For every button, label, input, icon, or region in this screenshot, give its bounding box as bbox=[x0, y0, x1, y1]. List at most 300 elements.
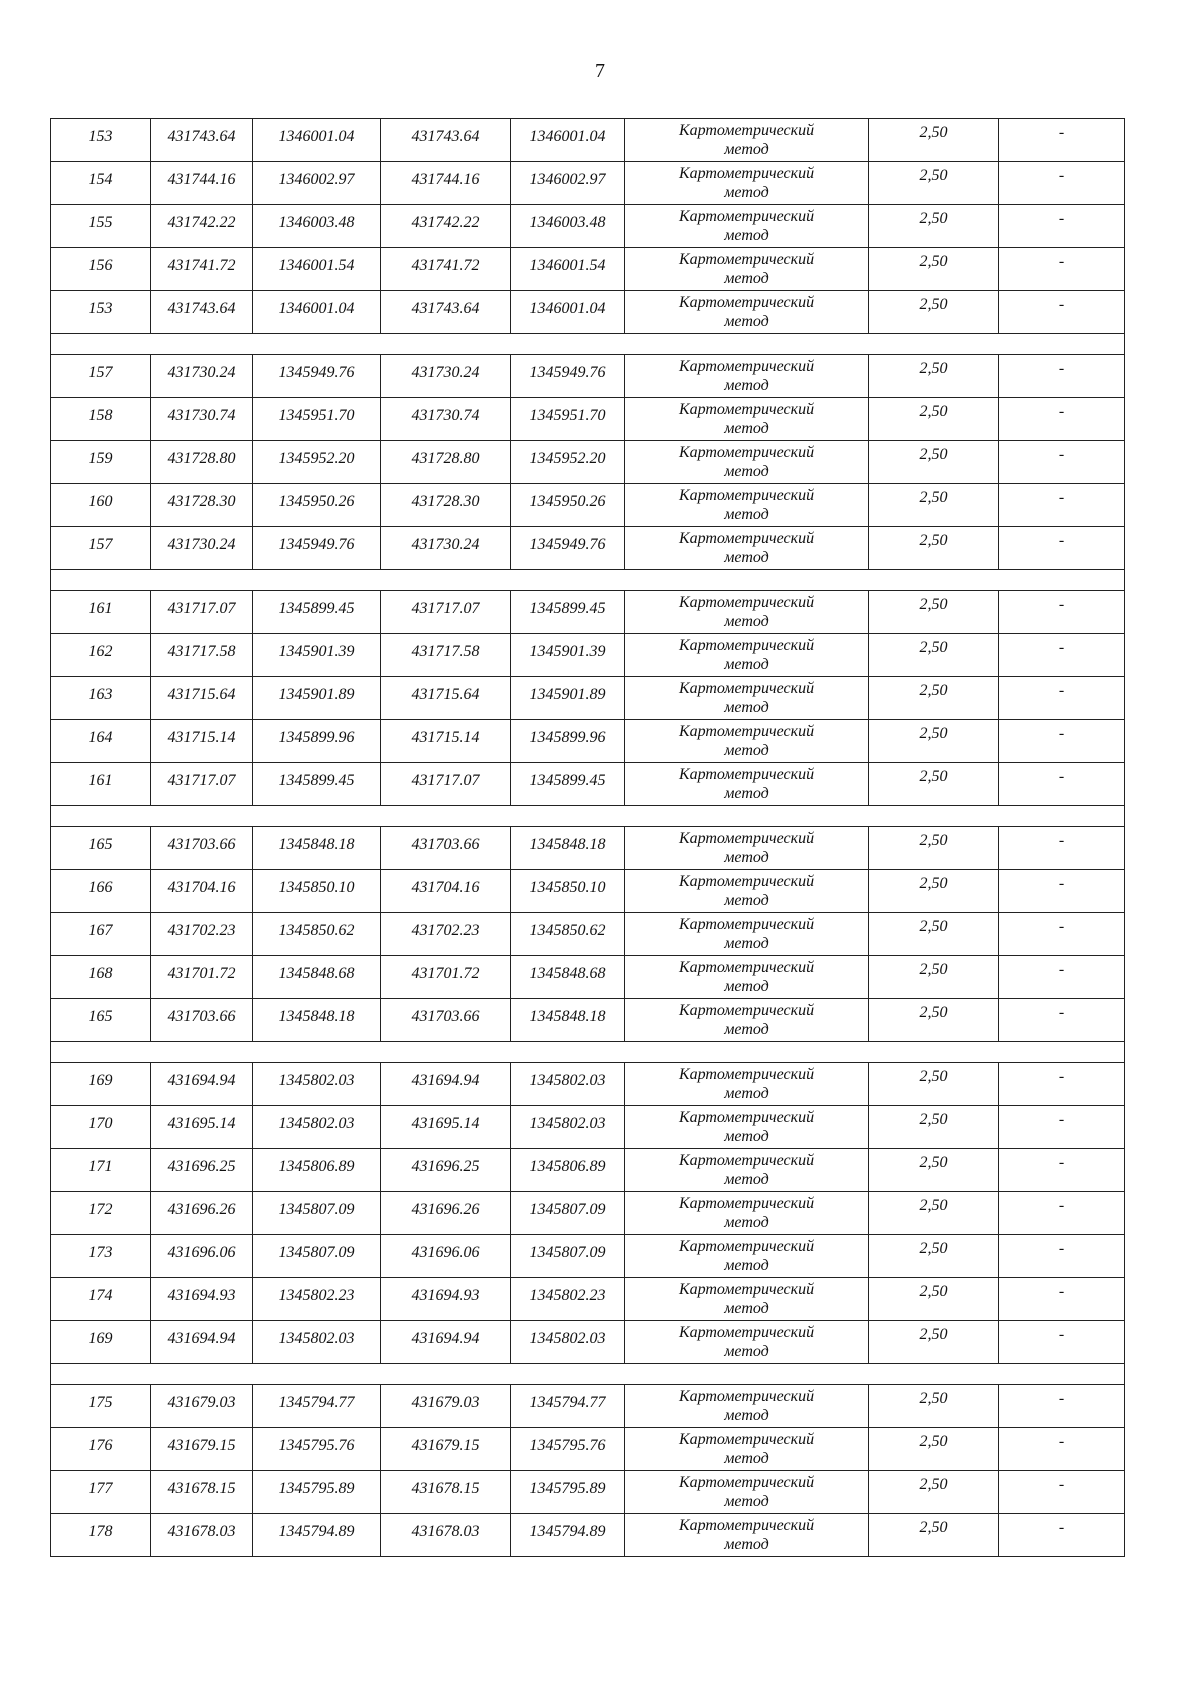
method-text-line2: метод bbox=[724, 420, 769, 437]
x-old-cell: 431728.30 bbox=[151, 484, 253, 527]
method-text-line1: Картометрический bbox=[678, 680, 815, 697]
table-row bbox=[51, 1514, 1125, 1557]
x-new-cell: 431701.72 bbox=[381, 956, 511, 999]
x-new-cell: 431703.66 bbox=[381, 827, 511, 870]
y-new-cell: 1346001.04 bbox=[511, 291, 625, 334]
description-cell: - bbox=[999, 1063, 1125, 1106]
y-new-cell: 1345806.89 bbox=[511, 1149, 625, 1192]
method-text-line1: Картометрический bbox=[678, 1109, 815, 1126]
accuracy-cell: 2,50 bbox=[869, 398, 999, 441]
y-old-cell: 1345807.09 bbox=[253, 1192, 381, 1235]
table-row bbox=[51, 763, 1125, 806]
group-separator-row bbox=[51, 1042, 1125, 1063]
accuracy-cell: 2,50 bbox=[869, 1149, 999, 1192]
method-text-line1: Картометрический bbox=[678, 530, 815, 547]
group-separator-cell bbox=[51, 806, 1125, 827]
method-cell bbox=[625, 355, 869, 398]
x-old-cell: 431730.74 bbox=[151, 398, 253, 441]
description-cell: - bbox=[999, 162, 1125, 205]
point-number-cell: 170 bbox=[51, 1106, 151, 1149]
method-text-line1: Картометрический bbox=[678, 916, 815, 933]
method-cell bbox=[625, 398, 869, 441]
y-old-cell: 1346001.04 bbox=[253, 119, 381, 162]
y-new-cell: 1345802.03 bbox=[511, 1321, 625, 1364]
point-number-cell: 164 bbox=[51, 720, 151, 763]
method-text-line2: метод bbox=[724, 1214, 769, 1231]
point-number-cell: 168 bbox=[51, 956, 151, 999]
description-cell: - bbox=[999, 1106, 1125, 1149]
accuracy-cell: 2,50 bbox=[869, 634, 999, 677]
method-cell bbox=[625, 763, 869, 806]
y-new-cell: 1345951.70 bbox=[511, 398, 625, 441]
method-text-line2: метод bbox=[724, 1021, 769, 1038]
accuracy-cell: 2,50 bbox=[869, 1514, 999, 1557]
accuracy-cell: 2,50 bbox=[869, 1385, 999, 1428]
method-cell bbox=[625, 591, 869, 634]
x-old-cell: 431717.58 bbox=[151, 634, 253, 677]
point-number-cell: 167 bbox=[51, 913, 151, 956]
y-old-cell: 1345802.03 bbox=[253, 1106, 381, 1149]
accuracy-cell: 2,50 bbox=[869, 677, 999, 720]
y-new-cell: 1346003.48 bbox=[511, 205, 625, 248]
y-new-cell: 1345899.96 bbox=[511, 720, 625, 763]
method-cell bbox=[625, 205, 869, 248]
y-old-cell: 1345949.76 bbox=[253, 527, 381, 570]
group-separator-row bbox=[51, 334, 1125, 355]
description-cell: - bbox=[999, 634, 1125, 677]
y-old-cell: 1345901.89 bbox=[253, 677, 381, 720]
x-new-cell: 431678.15 bbox=[381, 1471, 511, 1514]
table-row bbox=[51, 291, 1125, 334]
description-cell: - bbox=[999, 1321, 1125, 1364]
x-old-cell: 431715.14 bbox=[151, 720, 253, 763]
table-row bbox=[51, 1063, 1125, 1106]
method-cell bbox=[625, 827, 869, 870]
method-text-line2: метод bbox=[724, 1300, 769, 1317]
point-number-cell: 177 bbox=[51, 1471, 151, 1514]
method-text-line2: метод bbox=[724, 1536, 769, 1553]
x-new-cell: 431694.94 bbox=[381, 1321, 511, 1364]
accuracy-cell: 2,50 bbox=[869, 1278, 999, 1321]
point-number-cell: 171 bbox=[51, 1149, 151, 1192]
method-cell bbox=[625, 720, 869, 763]
accuracy-cell: 2,50 bbox=[869, 248, 999, 291]
x-new-cell: 431679.03 bbox=[381, 1385, 511, 1428]
method-text-line1: Картометрический bbox=[678, 294, 815, 311]
point-number-cell: 161 bbox=[51, 763, 151, 806]
description-cell: - bbox=[999, 119, 1125, 162]
point-number-cell: 157 bbox=[51, 355, 151, 398]
table-row bbox=[51, 398, 1125, 441]
accuracy-cell: 2,50 bbox=[869, 999, 999, 1042]
x-new-cell: 431678.03 bbox=[381, 1514, 511, 1557]
table-row bbox=[51, 162, 1125, 205]
description-cell: - bbox=[999, 398, 1125, 441]
coordinates-table bbox=[50, 118, 1125, 1557]
method-text-line2: метод bbox=[724, 785, 769, 802]
accuracy-cell: 2,50 bbox=[869, 1106, 999, 1149]
method-text-line1: Картометрический bbox=[678, 637, 815, 654]
point-number-cell: 159 bbox=[51, 441, 151, 484]
y-new-cell: 1345899.45 bbox=[511, 763, 625, 806]
method-text-line2: метод bbox=[724, 227, 769, 244]
x-new-cell: 431717.07 bbox=[381, 591, 511, 634]
point-number-cell: 169 bbox=[51, 1321, 151, 1364]
group-separator-row bbox=[51, 1364, 1125, 1385]
method-text-line1: Картометрический bbox=[678, 1474, 815, 1491]
description-cell: - bbox=[999, 1514, 1125, 1557]
y-old-cell: 1345850.10 bbox=[253, 870, 381, 913]
accuracy-cell: 2,50 bbox=[869, 291, 999, 334]
table-row bbox=[51, 677, 1125, 720]
x-old-cell: 431679.15 bbox=[151, 1428, 253, 1471]
accuracy-cell: 2,50 bbox=[869, 827, 999, 870]
table-row bbox=[51, 634, 1125, 677]
y-new-cell: 1345795.89 bbox=[511, 1471, 625, 1514]
method-text-line1: Картометрический bbox=[678, 251, 815, 268]
accuracy-cell: 2,50 bbox=[869, 763, 999, 806]
y-old-cell: 1345806.89 bbox=[253, 1149, 381, 1192]
y-old-cell: 1345848.68 bbox=[253, 956, 381, 999]
method-cell bbox=[625, 1106, 869, 1149]
description-cell: - bbox=[999, 591, 1125, 634]
description-cell: - bbox=[999, 1149, 1125, 1192]
y-old-cell: 1345951.70 bbox=[253, 398, 381, 441]
method-cell bbox=[625, 1428, 869, 1471]
method-cell bbox=[625, 870, 869, 913]
x-old-cell: 431694.93 bbox=[151, 1278, 253, 1321]
accuracy-cell: 2,50 bbox=[869, 913, 999, 956]
x-new-cell: 431717.07 bbox=[381, 763, 511, 806]
method-cell bbox=[625, 162, 869, 205]
y-new-cell: 1345901.89 bbox=[511, 677, 625, 720]
y-new-cell: 1345807.09 bbox=[511, 1235, 625, 1278]
x-old-cell: 431743.64 bbox=[151, 291, 253, 334]
y-old-cell: 1345952.20 bbox=[253, 441, 381, 484]
y-new-cell: 1345795.76 bbox=[511, 1428, 625, 1471]
method-text-line2: метод bbox=[724, 377, 769, 394]
table-row bbox=[51, 248, 1125, 291]
x-old-cell: 431744.16 bbox=[151, 162, 253, 205]
table-row bbox=[51, 1321, 1125, 1364]
table-row bbox=[51, 870, 1125, 913]
x-old-cell: 431703.66 bbox=[151, 999, 253, 1042]
description-cell: - bbox=[999, 1278, 1125, 1321]
method-text-line1: Картометрический bbox=[678, 594, 815, 611]
x-new-cell: 431704.16 bbox=[381, 870, 511, 913]
y-new-cell: 1345949.76 bbox=[511, 355, 625, 398]
y-old-cell: 1346001.54 bbox=[253, 248, 381, 291]
table-row bbox=[51, 1106, 1125, 1149]
method-text-line2: метод bbox=[724, 506, 769, 523]
method-cell bbox=[625, 956, 869, 999]
method-text-line2: метод bbox=[724, 699, 769, 716]
method-text-line1: Картометрический bbox=[678, 1431, 815, 1448]
method-text-line2: метод bbox=[724, 313, 769, 330]
x-old-cell: 431728.80 bbox=[151, 441, 253, 484]
y-new-cell: 1345802.03 bbox=[511, 1063, 625, 1106]
y-new-cell: 1345807.09 bbox=[511, 1192, 625, 1235]
x-old-cell: 431678.03 bbox=[151, 1514, 253, 1557]
point-number-cell: 165 bbox=[51, 999, 151, 1042]
x-old-cell: 431703.66 bbox=[151, 827, 253, 870]
method-text-line1: Картометрический bbox=[678, 1281, 815, 1298]
x-old-cell: 431715.64 bbox=[151, 677, 253, 720]
x-old-cell: 431695.14 bbox=[151, 1106, 253, 1149]
point-number-cell: 160 bbox=[51, 484, 151, 527]
table-row bbox=[51, 1235, 1125, 1278]
x-old-cell: 431694.94 bbox=[151, 1321, 253, 1364]
table-row bbox=[51, 913, 1125, 956]
description-cell: - bbox=[999, 999, 1125, 1042]
method-cell bbox=[625, 1385, 869, 1428]
method-text-line2: метод bbox=[724, 892, 769, 909]
method-text-line2: метод bbox=[724, 1085, 769, 1102]
x-new-cell: 431715.14 bbox=[381, 720, 511, 763]
coordinates-table-body bbox=[51, 119, 1125, 1557]
x-new-cell: 431702.23 bbox=[381, 913, 511, 956]
method-text-line1: Картометрический bbox=[678, 165, 815, 182]
method-cell bbox=[625, 484, 869, 527]
method-text-line1: Картометрический bbox=[678, 358, 815, 375]
method-cell bbox=[625, 1235, 869, 1278]
description-cell: - bbox=[999, 205, 1125, 248]
method-text-line1: Картометрический bbox=[678, 1238, 815, 1255]
table-row bbox=[51, 205, 1125, 248]
table-row bbox=[51, 441, 1125, 484]
method-text-line2: метод bbox=[724, 613, 769, 630]
y-new-cell: 1346001.04 bbox=[511, 119, 625, 162]
description-cell: - bbox=[999, 1471, 1125, 1514]
accuracy-cell: 2,50 bbox=[869, 1428, 999, 1471]
method-text-line1: Картометрический bbox=[678, 444, 815, 461]
method-text-line2: метод bbox=[724, 656, 769, 673]
x-new-cell: 431730.24 bbox=[381, 527, 511, 570]
y-old-cell: 1345802.03 bbox=[253, 1321, 381, 1364]
x-new-cell: 431743.64 bbox=[381, 119, 511, 162]
group-separator-cell bbox=[51, 1042, 1125, 1063]
y-new-cell: 1346001.54 bbox=[511, 248, 625, 291]
x-old-cell: 431717.07 bbox=[151, 591, 253, 634]
x-old-cell: 431704.16 bbox=[151, 870, 253, 913]
method-cell bbox=[625, 1321, 869, 1364]
accuracy-cell: 2,50 bbox=[869, 205, 999, 248]
table-row bbox=[51, 119, 1125, 162]
y-new-cell: 1345850.10 bbox=[511, 870, 625, 913]
x-new-cell: 431730.74 bbox=[381, 398, 511, 441]
y-old-cell: 1345794.77 bbox=[253, 1385, 381, 1428]
description-cell: - bbox=[999, 1428, 1125, 1471]
y-new-cell: 1345802.23 bbox=[511, 1278, 625, 1321]
accuracy-cell: 2,50 bbox=[869, 484, 999, 527]
x-new-cell: 431743.64 bbox=[381, 291, 511, 334]
accuracy-cell: 2,50 bbox=[869, 1235, 999, 1278]
accuracy-cell: 2,50 bbox=[869, 1192, 999, 1235]
table-row bbox=[51, 1192, 1125, 1235]
x-old-cell: 431678.15 bbox=[151, 1471, 253, 1514]
x-new-cell: 431694.94 bbox=[381, 1063, 511, 1106]
method-cell bbox=[625, 1514, 869, 1557]
accuracy-cell: 2,50 bbox=[869, 162, 999, 205]
method-text-line1: Картометрический bbox=[678, 1324, 815, 1341]
x-new-cell: 431741.72 bbox=[381, 248, 511, 291]
method-text-line1: Картометрический bbox=[678, 401, 815, 418]
accuracy-cell: 2,50 bbox=[869, 119, 999, 162]
y-old-cell: 1345795.89 bbox=[253, 1471, 381, 1514]
method-text-line1: Картометрический bbox=[678, 873, 815, 890]
method-cell bbox=[625, 1063, 869, 1106]
y-old-cell: 1345850.62 bbox=[253, 913, 381, 956]
point-number-cell: 163 bbox=[51, 677, 151, 720]
point-number-cell: 157 bbox=[51, 527, 151, 570]
y-old-cell: 1345901.39 bbox=[253, 634, 381, 677]
method-text-line1: Картометрический bbox=[678, 1388, 815, 1405]
method-cell bbox=[625, 1278, 869, 1321]
point-number-cell: 156 bbox=[51, 248, 151, 291]
method-text-line2: метод bbox=[724, 463, 769, 480]
method-cell bbox=[625, 1149, 869, 1192]
x-old-cell: 431696.25 bbox=[151, 1149, 253, 1192]
method-text-line1: Картометрический bbox=[678, 959, 815, 976]
table-row bbox=[51, 720, 1125, 763]
y-old-cell: 1345848.18 bbox=[253, 827, 381, 870]
accuracy-cell: 2,50 bbox=[869, 1063, 999, 1106]
x-old-cell: 431741.72 bbox=[151, 248, 253, 291]
method-text-line1: Картометрический bbox=[678, 830, 815, 847]
x-old-cell: 431717.07 bbox=[151, 763, 253, 806]
y-old-cell: 1345807.09 bbox=[253, 1235, 381, 1278]
method-text-line2: метод bbox=[724, 184, 769, 201]
table-row bbox=[51, 827, 1125, 870]
description-cell: - bbox=[999, 1192, 1125, 1235]
method-text-line2: метод bbox=[724, 141, 769, 158]
method-text-line2: метод bbox=[724, 935, 769, 952]
x-old-cell: 431730.24 bbox=[151, 527, 253, 570]
y-old-cell: 1346003.48 bbox=[253, 205, 381, 248]
point-number-cell: 169 bbox=[51, 1063, 151, 1106]
x-old-cell: 431702.23 bbox=[151, 913, 253, 956]
y-new-cell: 1345901.39 bbox=[511, 634, 625, 677]
point-number-cell: 161 bbox=[51, 591, 151, 634]
y-old-cell: 1345899.45 bbox=[253, 591, 381, 634]
method-cell bbox=[625, 1471, 869, 1514]
y-old-cell: 1346002.97 bbox=[253, 162, 381, 205]
y-new-cell: 1345848.18 bbox=[511, 999, 625, 1042]
description-cell: - bbox=[999, 355, 1125, 398]
y-new-cell: 1345950.26 bbox=[511, 484, 625, 527]
description-cell: - bbox=[999, 763, 1125, 806]
accuracy-cell: 2,50 bbox=[869, 591, 999, 634]
y-new-cell: 1345794.89 bbox=[511, 1514, 625, 1557]
method-cell bbox=[625, 527, 869, 570]
accuracy-cell: 2,50 bbox=[869, 956, 999, 999]
x-new-cell: 431679.15 bbox=[381, 1428, 511, 1471]
accuracy-cell: 2,50 bbox=[869, 1471, 999, 1514]
y-old-cell: 1345899.45 bbox=[253, 763, 381, 806]
method-cell bbox=[625, 677, 869, 720]
table-row bbox=[51, 999, 1125, 1042]
x-new-cell: 431696.25 bbox=[381, 1149, 511, 1192]
method-text-line1: Картометрический bbox=[678, 1002, 815, 1019]
method-cell bbox=[625, 913, 869, 956]
table-row bbox=[51, 1149, 1125, 1192]
accuracy-cell: 2,50 bbox=[869, 527, 999, 570]
method-text-line1: Картометрический bbox=[678, 723, 815, 740]
y-new-cell: 1346002.97 bbox=[511, 162, 625, 205]
method-cell bbox=[625, 634, 869, 677]
point-number-cell: 166 bbox=[51, 870, 151, 913]
method-text-line2: метод bbox=[724, 1128, 769, 1145]
description-cell: - bbox=[999, 913, 1125, 956]
point-number-cell: 165 bbox=[51, 827, 151, 870]
point-number-cell: 172 bbox=[51, 1192, 151, 1235]
y-new-cell: 1345848.68 bbox=[511, 956, 625, 999]
method-text-line2: метод bbox=[724, 270, 769, 287]
method-text-line1: Картометрический bbox=[678, 1152, 815, 1169]
point-number-cell: 162 bbox=[51, 634, 151, 677]
y-new-cell: 1345952.20 bbox=[511, 441, 625, 484]
x-old-cell: 431701.72 bbox=[151, 956, 253, 999]
x-new-cell: 431744.16 bbox=[381, 162, 511, 205]
group-separator-row bbox=[51, 806, 1125, 827]
method-text-line2: метод bbox=[724, 1257, 769, 1274]
description-cell: - bbox=[999, 870, 1125, 913]
description-cell: - bbox=[999, 484, 1125, 527]
y-old-cell: 1346001.04 bbox=[253, 291, 381, 334]
method-text-line1: Картометрический bbox=[678, 1066, 815, 1083]
accuracy-cell: 2,50 bbox=[869, 1321, 999, 1364]
y-new-cell: 1345802.03 bbox=[511, 1106, 625, 1149]
description-cell: - bbox=[999, 291, 1125, 334]
description-cell: - bbox=[999, 248, 1125, 291]
method-text-line2: метод bbox=[724, 1450, 769, 1467]
x-old-cell: 431742.22 bbox=[151, 205, 253, 248]
x-old-cell: 431696.06 bbox=[151, 1235, 253, 1278]
description-cell: - bbox=[999, 1235, 1125, 1278]
x-new-cell: 431715.64 bbox=[381, 677, 511, 720]
y-old-cell: 1345794.89 bbox=[253, 1514, 381, 1557]
point-number-cell: 158 bbox=[51, 398, 151, 441]
table-row bbox=[51, 355, 1125, 398]
point-number-cell: 155 bbox=[51, 205, 151, 248]
description-cell: - bbox=[999, 441, 1125, 484]
method-cell bbox=[625, 248, 869, 291]
x-new-cell: 431742.22 bbox=[381, 205, 511, 248]
y-new-cell: 1345899.45 bbox=[511, 591, 625, 634]
group-separator-cell bbox=[51, 1364, 1125, 1385]
point-number-cell: 178 bbox=[51, 1514, 151, 1557]
x-new-cell: 431703.66 bbox=[381, 999, 511, 1042]
method-cell bbox=[625, 1192, 869, 1235]
y-new-cell: 1345848.18 bbox=[511, 827, 625, 870]
table-row bbox=[51, 1385, 1125, 1428]
point-number-cell: 174 bbox=[51, 1278, 151, 1321]
table-row bbox=[51, 484, 1125, 527]
page-number: 7 bbox=[595, 60, 605, 82]
description-cell: - bbox=[999, 827, 1125, 870]
x-old-cell: 431730.24 bbox=[151, 355, 253, 398]
method-text-line1: Картометрический bbox=[678, 1195, 815, 1212]
group-separator-row bbox=[51, 570, 1125, 591]
table-row bbox=[51, 591, 1125, 634]
method-text-line1: Картометрический bbox=[678, 1517, 815, 1534]
y-old-cell: 1345950.26 bbox=[253, 484, 381, 527]
x-new-cell: 431696.06 bbox=[381, 1235, 511, 1278]
point-number-cell: 175 bbox=[51, 1385, 151, 1428]
group-separator-cell bbox=[51, 570, 1125, 591]
description-cell: - bbox=[999, 527, 1125, 570]
x-new-cell: 431728.30 bbox=[381, 484, 511, 527]
